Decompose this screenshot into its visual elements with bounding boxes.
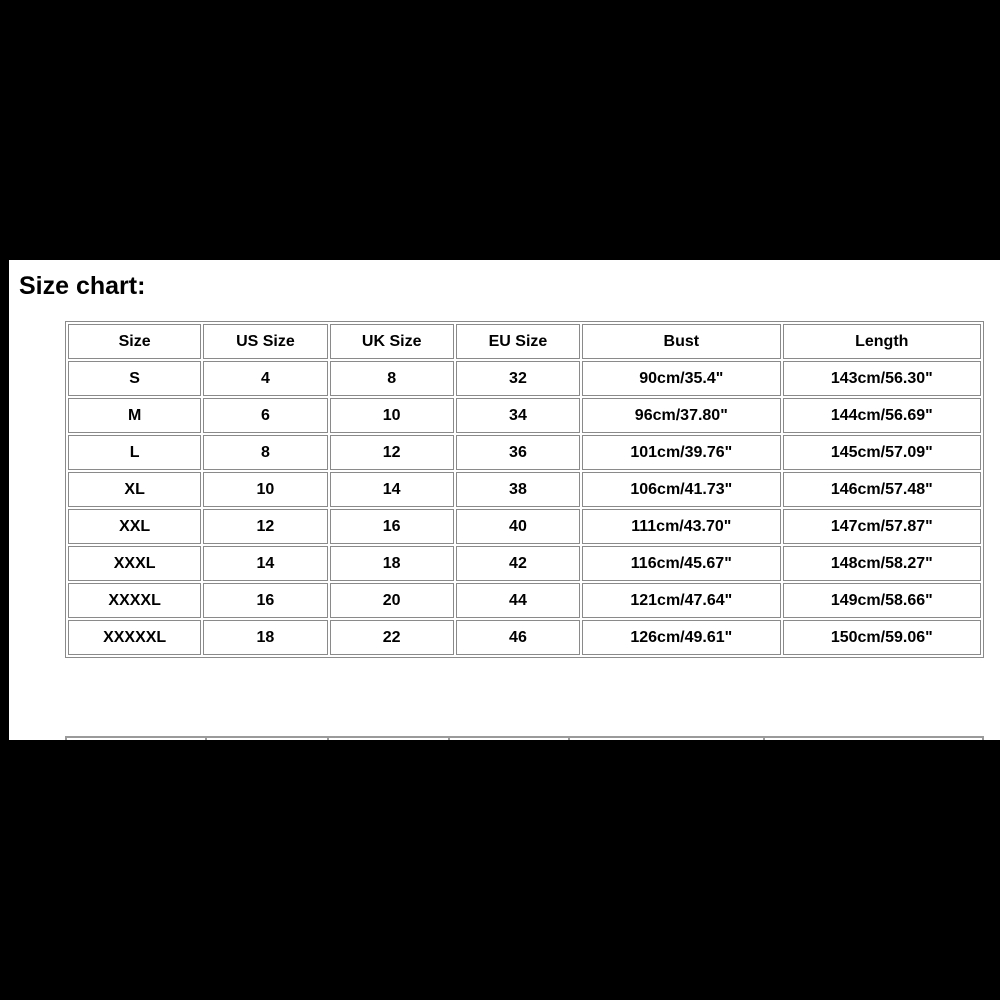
cell-uk-size: 8: [330, 361, 454, 396]
cell-bust: 126cm/49.61": [582, 620, 780, 655]
table-row: [68, 509, 981, 544]
header-us-size: US Size: [203, 324, 327, 359]
cell-bust: 111cm/43.70": [582, 509, 780, 544]
table-divider: [448, 738, 450, 740]
cell-eu-size: 38: [456, 472, 580, 507]
cell-uk-size: 16: [330, 509, 454, 544]
cell-size: XL: [68, 472, 201, 507]
cell-uk-size: 12: [330, 435, 454, 470]
cell-eu-size: 36: [456, 435, 580, 470]
cell-us-size: 18: [203, 620, 327, 655]
page-title: Size chart:: [19, 272, 146, 300]
cell-length: 145cm/57.09": [783, 435, 981, 470]
cell-length: 150cm/59.06": [783, 620, 981, 655]
cell-bust: 96cm/37.80": [582, 398, 780, 433]
table-divider: [327, 738, 329, 740]
table-row: [68, 546, 981, 581]
cell-eu-size: 32: [456, 361, 580, 396]
cell-size: XXXXXL: [68, 620, 201, 655]
header-size: Size: [68, 324, 201, 359]
cell-bust: 90cm/35.4": [582, 361, 780, 396]
cell-size: XXL: [68, 509, 201, 544]
cropped-second-table-edge: [65, 736, 984, 740]
table-divider: [982, 738, 984, 740]
cell-us-size: 12: [203, 509, 327, 544]
table-divider: [65, 738, 67, 740]
table-divider: [568, 738, 570, 740]
size-chart-sheet: [9, 260, 1000, 740]
table-header-row: [68, 324, 981, 359]
table-row: [68, 583, 981, 618]
cell-uk-size: 18: [330, 546, 454, 581]
header-length: Length: [783, 324, 981, 359]
header-eu-size: EU Size: [456, 324, 580, 359]
cell-bust: 116cm/45.67": [582, 546, 780, 581]
cell-eu-size: 46: [456, 620, 580, 655]
cell-uk-size: 20: [330, 583, 454, 618]
size-table: [65, 321, 984, 658]
cell-length: 144cm/56.69": [783, 398, 981, 433]
cell-us-size: 6: [203, 398, 327, 433]
cell-length: 147cm/57.87": [783, 509, 981, 544]
cell-bust: 121cm/47.64": [582, 583, 780, 618]
cell-us-size: 10: [203, 472, 327, 507]
header-uk-size: UK Size: [330, 324, 454, 359]
cell-us-size: 16: [203, 583, 327, 618]
table-row: [68, 398, 981, 433]
cell-us-size: 4: [203, 361, 327, 396]
cell-size: M: [68, 398, 201, 433]
cell-eu-size: 40: [456, 509, 580, 544]
cell-size: XXXXL: [68, 583, 201, 618]
table-row: [68, 620, 981, 655]
cell-size: L: [68, 435, 201, 470]
table-row: [68, 435, 981, 470]
cell-eu-size: 44: [456, 583, 580, 618]
cell-uk-size: 10: [330, 398, 454, 433]
cell-length: 148cm/58.27": [783, 546, 981, 581]
table-row: [68, 361, 981, 396]
cell-length: 149cm/58.66": [783, 583, 981, 618]
cell-length: 146cm/57.48": [783, 472, 981, 507]
cell-us-size: 14: [203, 546, 327, 581]
cell-size: XXXL: [68, 546, 201, 581]
cell-bust: 106cm/41.73": [582, 472, 780, 507]
table-divider: [205, 738, 207, 740]
cell-eu-size: 42: [456, 546, 580, 581]
cell-size: S: [68, 361, 201, 396]
table-divider: [763, 738, 765, 740]
header-bust: Bust: [582, 324, 780, 359]
cell-bust: 101cm/39.76": [582, 435, 780, 470]
table-row: [68, 472, 981, 507]
cell-uk-size: 14: [330, 472, 454, 507]
cell-uk-size: 22: [330, 620, 454, 655]
cell-eu-size: 34: [456, 398, 580, 433]
cell-us-size: 8: [203, 435, 327, 470]
cell-length: 143cm/56.30": [783, 361, 981, 396]
